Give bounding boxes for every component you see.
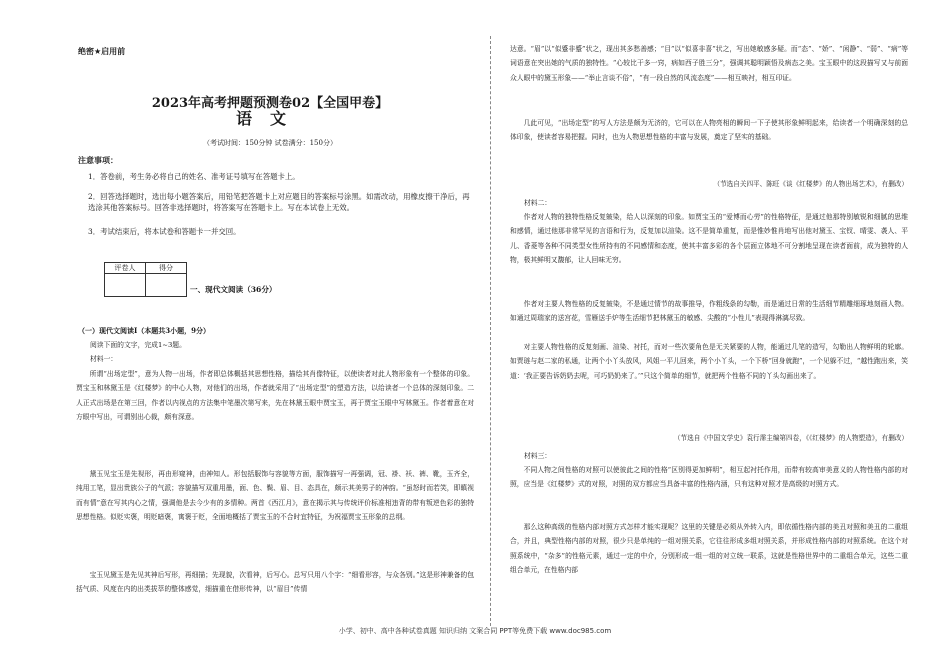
note-item: 2．回答选择题时，选出每小题答案后，用铅笔把答题卡上对应题目的答案标号涂黑。如需改动，用橡皮擦干净后，再选涂其他答案标号。回答非选择题时，将答案写在答题卡上。写在本试卷上无效。 xyxy=(88,192,470,212)
page-footer: 小学、初中、高中各种试卷真题 知识归纳 文案合同 PPT等免费下载 www.doc985.com xyxy=(338,627,612,635)
passage-paragraph: 对主要人物性格的反复刻画、渲染、衬托，而对一些次要角色是无关紧要的人物，能通过几笔的造写，勾勒出人物鲜明的轮廓。如贾琏与赵二家的私通，让两个小丫头放风，风姐一平儿回来，两个小丫头，一个下桥“回身就跑”，一个见躲不过，“越性跑出来，笑道：‘我正要告诉奶奶去呢，可巧奶奶来了。’”只这个简单的细节，就把两个性格不同的丫头勾画出来了。 xyxy=(510,343,908,380)
passage-paragraph: 那么这种高级的性格内部对照方式怎样才能实现呢？这里的关键是必须从外转入内，即依循性格内部的美丑对照和美丑的二重组合，并且，典型性格内部的对照，很少只是单纯的一组对照关系，它往往形成多组对照关系，并形成性格内部的对照系统。在这个对照系统中，“杂多”的性格元素，通过一定的中介，分别形成一组一组的对立统一联系，这就是性格世界中的二重组合单元，这些二重组合单元，在性格内部 xyxy=(510,523,908,575)
passage-paragraph: 宝玉见黛玉是先见其神后写形，再细描；先现貌，次看神，后写心。总写只用八个字：“细看形容，与众各别。”这是形神兼备的包括气质、风度在内的出类拔萃的整体感觉，细描重在借形传神，以“眉目”传情 xyxy=(76,571,474,594)
material-1-label: 材料一： xyxy=(90,355,118,363)
passage-paragraph: 几此可见，“出场定型”的写人方法是颇为无济的，它可以在人物亮相的瞬间一下子使其形象鲜明起来，给读者一个明确深刻的总体印象，使读者容易把握。同时，也为人物思想性格的丰富与发展，奠定了坚实的基础。 xyxy=(510,119,908,142)
instruction-text: 阅读下面的文字，完成1~3题。 xyxy=(90,341,186,349)
passage-paragraph: 黛玉见宝玉是先视形，再由形窥神，由神知人。形包括服饰与容貌等方面，服饰描写一再强调，冠、褂、袄、裤、靴，玉齐全，纯用工笔，显出贵族公子的气派；容貌描写双重用墨，面、色、鬓、眉、目、态具在，颇示其美男子的神韵。“虽怒时而若笑，即瞋视而有情”意在写其内心之情，强调他是去今少有的多情种。两首《西江月》，意在揭示其与传统评价标准相违背的带有叛逆色彩的独特思想性格。似贬实褒，明贬暗褒，寓褒于贬，全面地概括了贾宝玉的不合时宜特征，为祝福贾宝玉形象的总纲。 xyxy=(76,470,474,522)
passage-paragraph: 作者对主要人物性格的反复皴染，不是通过情节的故事推导，作粗线条的勾勒，而是通过日常的生活细节精雕细琢地刻画人物。如通过周瑞家的送宫花，雪雁送手炉等生活细节把林黛玉的敏感、尖酸的“小性儿”表现得淋漓尽致。 xyxy=(510,300,908,323)
score-label: 得分 xyxy=(146,263,187,274)
notes-heading: 注意事项： xyxy=(78,156,118,165)
note-item: 3．考试结束后，将本试卷和答题卡一并交回。 xyxy=(88,227,241,236)
material-2-label: 材料二： xyxy=(524,199,552,207)
secret-label: 绝密★启用前 xyxy=(78,47,126,56)
grader-label: 评卷人 xyxy=(105,263,146,274)
subject-title: 语文 xyxy=(235,109,304,128)
score-cell[interactable] xyxy=(146,274,187,297)
passage-paragraph: 所谓“出场定型”，意为人物一出场，作者即总体概括其思想性格，描绘其肖像特征，以使读者对此人物形象有一个整体的印象。贾宝玉和林黛玉是《红楼梦》的中心人物，对他们的出场，作者就采用了“出场定型”的塑造方法，以给读者一个总体的深刻印象。二人正式出场是在第三回，作者以内视点的方法集中笔墨次第写来，先在林黛玉眼中贾宝玉，再于贾宝玉眼中写林黛玉。作者着意在对方眼中写出，可谓别出心裁，颇有深意。 xyxy=(76,370,474,422)
note-item: 1．答卷前，考生务必将自己的姓名、准考证号填写在答题卡上。 xyxy=(88,172,300,181)
subsection-heading: （一）现代文阅读Ⅰ（本题共3小题，9分） xyxy=(78,326,211,335)
exam-info: （考试时间：150分钟 试卷满分：150分） xyxy=(203,139,337,147)
column-divider xyxy=(490,36,491,626)
exam-title: 2023年高考押题预测卷02【全国甲卷】 xyxy=(151,96,389,111)
source-citation: （节选自关四平、陈旺《谈《红楼梦》的人物出场艺术》，有删改） xyxy=(713,180,908,188)
score-box xyxy=(104,262,187,297)
material-3-label: 材料三： xyxy=(524,452,552,460)
passage-paragraph: 达意。“眉”以“似蹙非蹙”状之，现出其多愁善感；“目”以“似喜非喜”状之，写出她敏感多疑。而“态”、“娇”、“闲静”、“弱”、“病”等词语意在突出她的气质的独特性。“心较比干多一窍，病如西子胜三分”，强调其聪明颖悟及病态之美。宝玉眼中的这段描写又与前面众人眼中的黛玉形象——“举止言谈不俗”，“有一段自然的风流态度”——相互映衬，相互印证。 xyxy=(510,45,908,82)
grader-cell[interactable] xyxy=(105,274,146,297)
section-heading: 一、现代文阅读（36分） xyxy=(190,285,277,294)
passage-paragraph: 作者对人物的独特性格反复皴染，给人以深刻的印象。如贾宝玉的“爱博而心劳”的性格特征，是通过他那特别敏锐和细腻的思维和感情，通过他那非常罕见的言语和行为，反复加以渲染。这不是简单重复，而是惟妙惟肖地写出他对黛玉、宝钗、晴雯、袭人、平儿、香菱等各种不同类型女性所持有的不同感情和态度，使其丰富多彩的各个层面立体地不可分割地呈现在读者面前，成为独特的人物，极其鲜明又馥郁，让人回味无穷。 xyxy=(510,213,908,265)
passage-paragraph: 不同人物之间性格的对照可以使彼此之间的性格“区别得更加鲜明”，相互起衬托作用，而带有较高审美意义的人物性格内部的对照，应当是《红楼梦》式的对照，对照的双方都应当具备丰富的性格内涵，只有这种对照才是高级的对照方式。 xyxy=(510,466,908,489)
source-citation: （节选自《中国文学史》袁行霈主编第四卷，《《红楼梦》的人物塑造》，有删改） xyxy=(673,434,908,442)
